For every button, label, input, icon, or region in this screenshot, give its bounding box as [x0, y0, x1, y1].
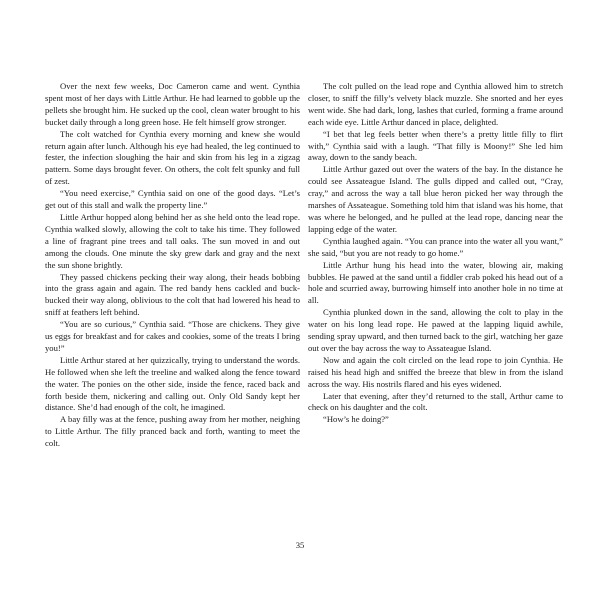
paragraph: “How’s he doing?”: [323, 414, 389, 425]
paragraph: A bay filly was at the fence, pushing away from her mother, neighing to Little Arthur. The filly pranced back and forth, wanting to meet the colt.: [45, 414, 300, 449]
paragraph: Little Arthur hung his head into the water, blowing air, making bubbles. He pawed at the sand until a fiddler crab poked his head out of a hole and scurried away, burrowing himself into another hole in no time at all.: [308, 259, 563, 306]
paragraph: The colt pulled on the lead rope and Cynthia allowed him to stretch closer, to sniff the filly’s velvety black muzzle. She snorted and her eyes went wide. She had dark, long, lashes that curled, forming a frame around each wide eye. Little Arthur danced in place, delighted.: [308, 81, 563, 127]
paragraph: “I bet that leg feels better when there’s a pretty little filly to flirt with,” Cynthia said with a laugh. “That filly is Moony!” She led him away, down to the sandy beach.: [308, 128, 563, 163]
paragraph: Cynthia plunked down in the sand, allowing the colt to play in the water on his long lead rope. He pawed at the lapping liquid awhile, sending spray upward, and then turned back to the girl, watching her gaze out over the bay across the way to Assateague Island.: [308, 307, 563, 353]
paragraph: Little Arthur hopped along behind her as she held onto the lead rope. Cynthia walked slowly, allowing the colt to take his time. They followed a line of fragrant pine trees and tall oaks. The sun moved in and out among the clouds. One minute the sky grew dark and gray and the next the sun shone brightly.: [45, 211, 300, 270]
paragraph: Little Arthur gazed out over the waters of the bay. In the distance he could see Assateague Island. The gulls dipped and called out, “Cray, cray,” and across the way a tall blue heron picked her way through the marshes of Assateague. Something told him that island was his home, that was where he belonged, and he pulled at the lead rope, dancing near the lapping edge of the water.: [308, 164, 563, 234]
page-number: 35: [295, 540, 305, 550]
paragraph: Later that evening, after they’d returned to the stall, Arthur came to check on his daughter and the colt.: [308, 390, 563, 413]
paragraph: They passed chickens pecking their way along, their heads bobbing into the grass again and again. The red bandy hens cackled and buck-bucked their way along, oblivious to the colt that had lowered his head to sniff at feathers left behind.: [45, 271, 300, 318]
paragraph: Now and again the colt circled on the lead rope to join Cynthia. He raised his head high and sniffed the breeze that blew in from the island across the way. His nostrils flared and his eyes widened.: [308, 354, 563, 389]
paragraph: “You are so curious,” Cynthia said. “Those are chickens. They give us eggs for breakfast and for cakes and cookies, some of the treats I bring you!”: [45, 319, 300, 353]
right-column: [308, 81, 563, 426]
paragraph: “You need exercise,” Cynthia said on one of the good days. “Let’s get out of this stall and walk the property line.”: [45, 188, 300, 211]
paragraph: Cynthia laughed again. “You can prance into the water all you want,” she said, “but you are not ready to go home.”: [308, 235, 563, 258]
left-column: [45, 81, 300, 450]
paragraph: Over the next few weeks, Doc Cameron came and went. Cynthia spent most of her days with Little Arthur. He had learned to gobble up the pellets she brought him. He sucked up the cool, clean water brought to his bucket daily through a long green hose. He felt himself grow stronger.: [45, 81, 300, 127]
paragraph: The colt watched for Cynthia every morning and knew she would return again after lunch. Although his eye had healed, the leg continued to fester, the infection sloughing the hair and skin from his leg in a zigzag pattern. Some days brought fever. On others, the colt felt spunky and full of zest.: [45, 128, 300, 187]
paragraph: Little Arthur stared at her quizzically, trying to understand the words. He followed when she left the treeline and walked along the fence toward the water. The ponies on the other side, inside the fence, raced back and forth beside them, nickering and calling out. Only Old Sandy kept her distance. She’d had enough of the colt, he imagined.: [45, 354, 300, 413]
